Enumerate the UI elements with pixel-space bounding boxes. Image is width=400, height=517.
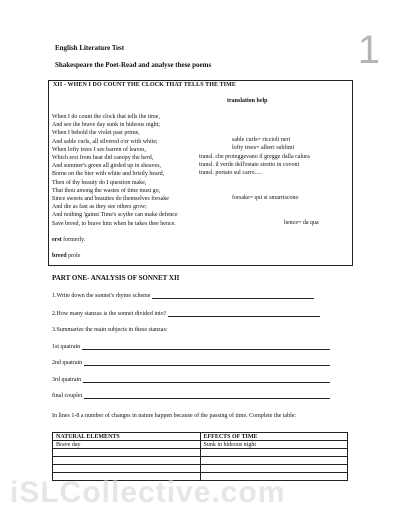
table-header-row bbox=[53, 433, 348, 441]
poem-line: And die as fast as they see others grow; bbox=[52, 204, 147, 211]
poem-line: When I behold the violet past prime, bbox=[52, 130, 140, 137]
poem-title: XII - WHEN I DO COUNT THE CLOCK THAT TELLS THE TIME bbox=[53, 82, 236, 88]
poem-text bbox=[52, 113, 178, 260]
column-header: EFFECTS OF TIME bbox=[200, 433, 348, 441]
table-cell[interactable] bbox=[200, 457, 348, 465]
stanza-label: 3rd quatrain bbox=[52, 377, 82, 383]
poem-line: And sable curls, all silvered o'er with white; bbox=[52, 138, 158, 145]
table-row bbox=[53, 449, 348, 457]
table-row bbox=[53, 457, 348, 465]
question-3-text: 3.Summarize the main subjects in these stanzas: bbox=[52, 327, 168, 333]
stanza-row bbox=[52, 344, 330, 350]
poem-line: When lofty trees I see barren of leaves, bbox=[52, 146, 146, 153]
part-one-title: PART ONE- ANALYSIS OF SONNET XII bbox=[52, 274, 180, 282]
stanza-answer-line[interactable] bbox=[84, 398, 330, 399]
stanza-row bbox=[52, 377, 330, 383]
translation-help-label: translation help bbox=[227, 98, 268, 104]
question-1 bbox=[52, 293, 314, 299]
stanza-answer-line[interactable] bbox=[82, 349, 330, 350]
stanza-row bbox=[52, 393, 330, 399]
poem-line: Which erst from heat did canopy the herd, bbox=[52, 155, 154, 162]
effects-table bbox=[52, 432, 348, 481]
note-lofty-trees: lofty trees= alberi sublimi bbox=[232, 145, 295, 151]
note-sable-curls: sable curls= riccioli neri bbox=[232, 137, 291, 143]
question-2-text: 2.How many stanzas is the sonnet divided into? bbox=[52, 311, 167, 317]
glossary-breed: breed prole bbox=[52, 253, 81, 260]
answer-line-1[interactable] bbox=[152, 298, 314, 299]
table-cell[interactable] bbox=[200, 449, 348, 457]
poem-line: That thou among the wastes of time must go, bbox=[52, 187, 161, 194]
stanza-label: final couplet bbox=[52, 393, 83, 399]
stanza-label: 2nd quatrain bbox=[52, 360, 83, 366]
poem-line: Then of thy beauty do I question make, bbox=[52, 179, 147, 186]
test-subtitle: Shakespeare the Poet-Read and analyse these poems bbox=[55, 61, 212, 69]
column-header: NATURAL ELEMENTS bbox=[53, 433, 201, 441]
table-cell[interactable] bbox=[53, 465, 201, 473]
question-2 bbox=[52, 311, 320, 317]
note-transl-3: transl. portato sul carro..... bbox=[199, 170, 263, 176]
stanza-label: 1st quatrain bbox=[52, 344, 81, 350]
stanza-answer-line[interactable] bbox=[83, 382, 330, 383]
stanza-answer-line[interactable] bbox=[84, 365, 330, 366]
glossary-erst: erst formerly. bbox=[52, 236, 86, 243]
table-cell[interactable]: Sunk in hideous night bbox=[200, 441, 348, 449]
table-cell[interactable] bbox=[200, 465, 348, 473]
table-cell[interactable] bbox=[53, 457, 201, 465]
question-3 bbox=[52, 327, 167, 333]
note-hence: hence= da qua bbox=[284, 220, 319, 226]
note-transl-1: transl. che proteggevano il gregge dalla calura bbox=[199, 154, 310, 160]
poem-line: Borne on the bier with white and bristly beard, bbox=[52, 171, 165, 178]
note-forsake: forsake= qui si smarriscono bbox=[232, 195, 299, 201]
poem-line: And nothing 'gainst Time's scythe can make defence bbox=[52, 212, 178, 219]
test-title: English Literature Test bbox=[55, 44, 125, 52]
table-row bbox=[53, 441, 348, 449]
poem-line: When I do count the clock that tells the time, bbox=[52, 114, 160, 120]
table-instructions: In lines 1-8 a number of changes in nature happen because of the passing of time. Complete the table: bbox=[52, 413, 297, 419]
poem-line: And summer's green all girded up in sheaves, bbox=[52, 163, 162, 170]
answer-line-2[interactable] bbox=[168, 316, 320, 317]
stanza-row bbox=[52, 360, 330, 366]
page-number: 1 bbox=[357, 28, 380, 72]
watermark: iSLCollective.com bbox=[10, 476, 286, 509]
question-1-text: 1.Write down the sonnet's rhyme scheme bbox=[52, 293, 151, 299]
table-cell[interactable]: Brave day bbox=[53, 441, 201, 449]
table-row bbox=[53, 465, 348, 473]
poem-line: Save breed, to brave him when he takes thee hence. bbox=[52, 220, 176, 227]
poem-line: And see the brave day sunk in hideous night; bbox=[52, 122, 160, 129]
note-transl-2: transl. il verde dell'estate stretto in covoni bbox=[199, 162, 300, 168]
table-cell[interactable] bbox=[53, 449, 201, 457]
poem-line: Since sweets and beauties do themselves forsake bbox=[52, 196, 169, 203]
